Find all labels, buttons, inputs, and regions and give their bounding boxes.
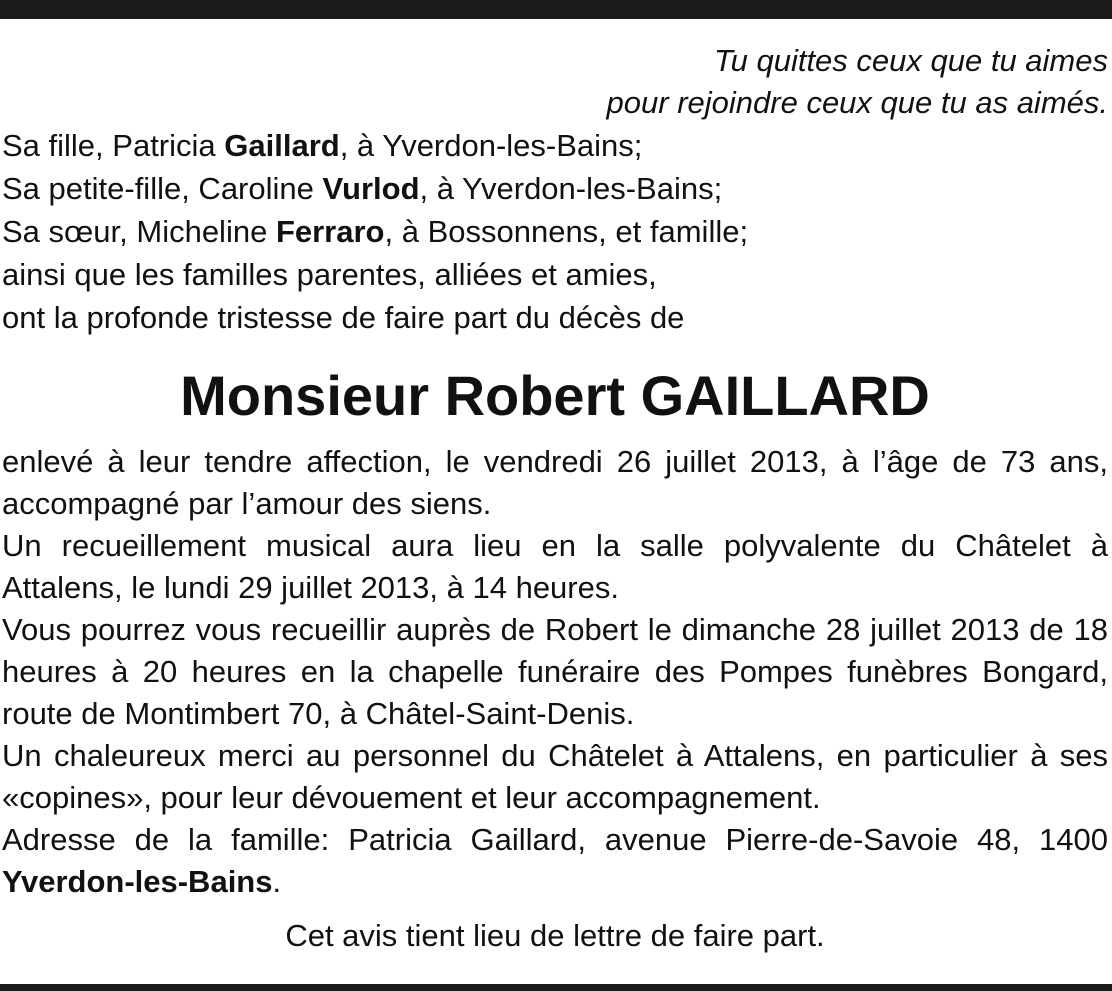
notice-body [2,441,1108,903]
address-end: . [272,864,282,899]
epigraph-verse [2,40,1108,124]
family-line-1 [2,124,1108,167]
closing-statement: Cet avis tient lieu de lettre de faire part. [285,918,825,953]
family-line-text: , à Yverdon-les-Bains; [419,171,723,206]
deceased-name: Monsieur Robert GAILLARD [180,364,930,427]
thanks-paragraph: Un chaleureux merci au personnel du Châtelet à Attalens, en particulier à ses «copines», pour leur dévouement et leur accompagnement. [2,738,1108,815]
bottom-border-rule [0,984,1112,991]
family-surname: Vurlod [322,171,420,206]
ceremony-paragraph: Un recueillement musical aura lieu en la salle polyvalente du Châtelet à Attalens, le lundi 29 juillet 2013, à 14 heures. [2,528,1108,605]
family-line-4: ainsi que les familles parentes, alliées et amies, [2,257,657,292]
top-border-rule [0,0,1112,19]
family-line-text: , à Bossonnens, et famille; [384,214,749,249]
family-line-text: Sa fille, Patricia [2,128,225,163]
family-line-2 [2,167,1108,210]
family-surname: Gaillard [224,128,340,163]
family-surname: Ferraro [275,214,385,249]
family-line-text: Sa petite-fille, Caroline [2,171,323,206]
verse-line-2: pour rejoindre ceux que tu as aimés. [606,85,1108,120]
family-announcement [2,124,1108,339]
family-address [2,819,1108,903]
family-line-3 [2,210,1108,253]
address-text: Adresse de la famille: Patricia Gaillard, avenue Pierre-de-Savoie 48, 1400 [2,822,1108,857]
family-line-text: Sa sœur, Micheline [2,214,276,249]
family-line-text: , à Yverdon-les-Bains; [339,128,643,163]
verse-line-1: Tu quittes ceux que tu aimes [713,43,1108,78]
visitation-paragraph: Vous pourrez vous recueillir auprès de Robert le dimanche 28 juillet 2013 de 18 heures à 20 heures en la chapelle funéraire des Pompes funèbres Bongard, route de Montimbert 70, à Châtel-Saint-Denis. [2,612,1108,731]
passing-paragraph: enlevé à leur tendre affection, le vendredi 26 juillet 2013, à l’âge de 73 ans, accompagné par l’amour des siens. [2,444,1108,521]
address-city: Yverdon-les-Bains [2,864,273,899]
family-line-5: ont la profonde tristesse de faire part du décès de [2,300,685,335]
notice-content [2,40,1108,957]
